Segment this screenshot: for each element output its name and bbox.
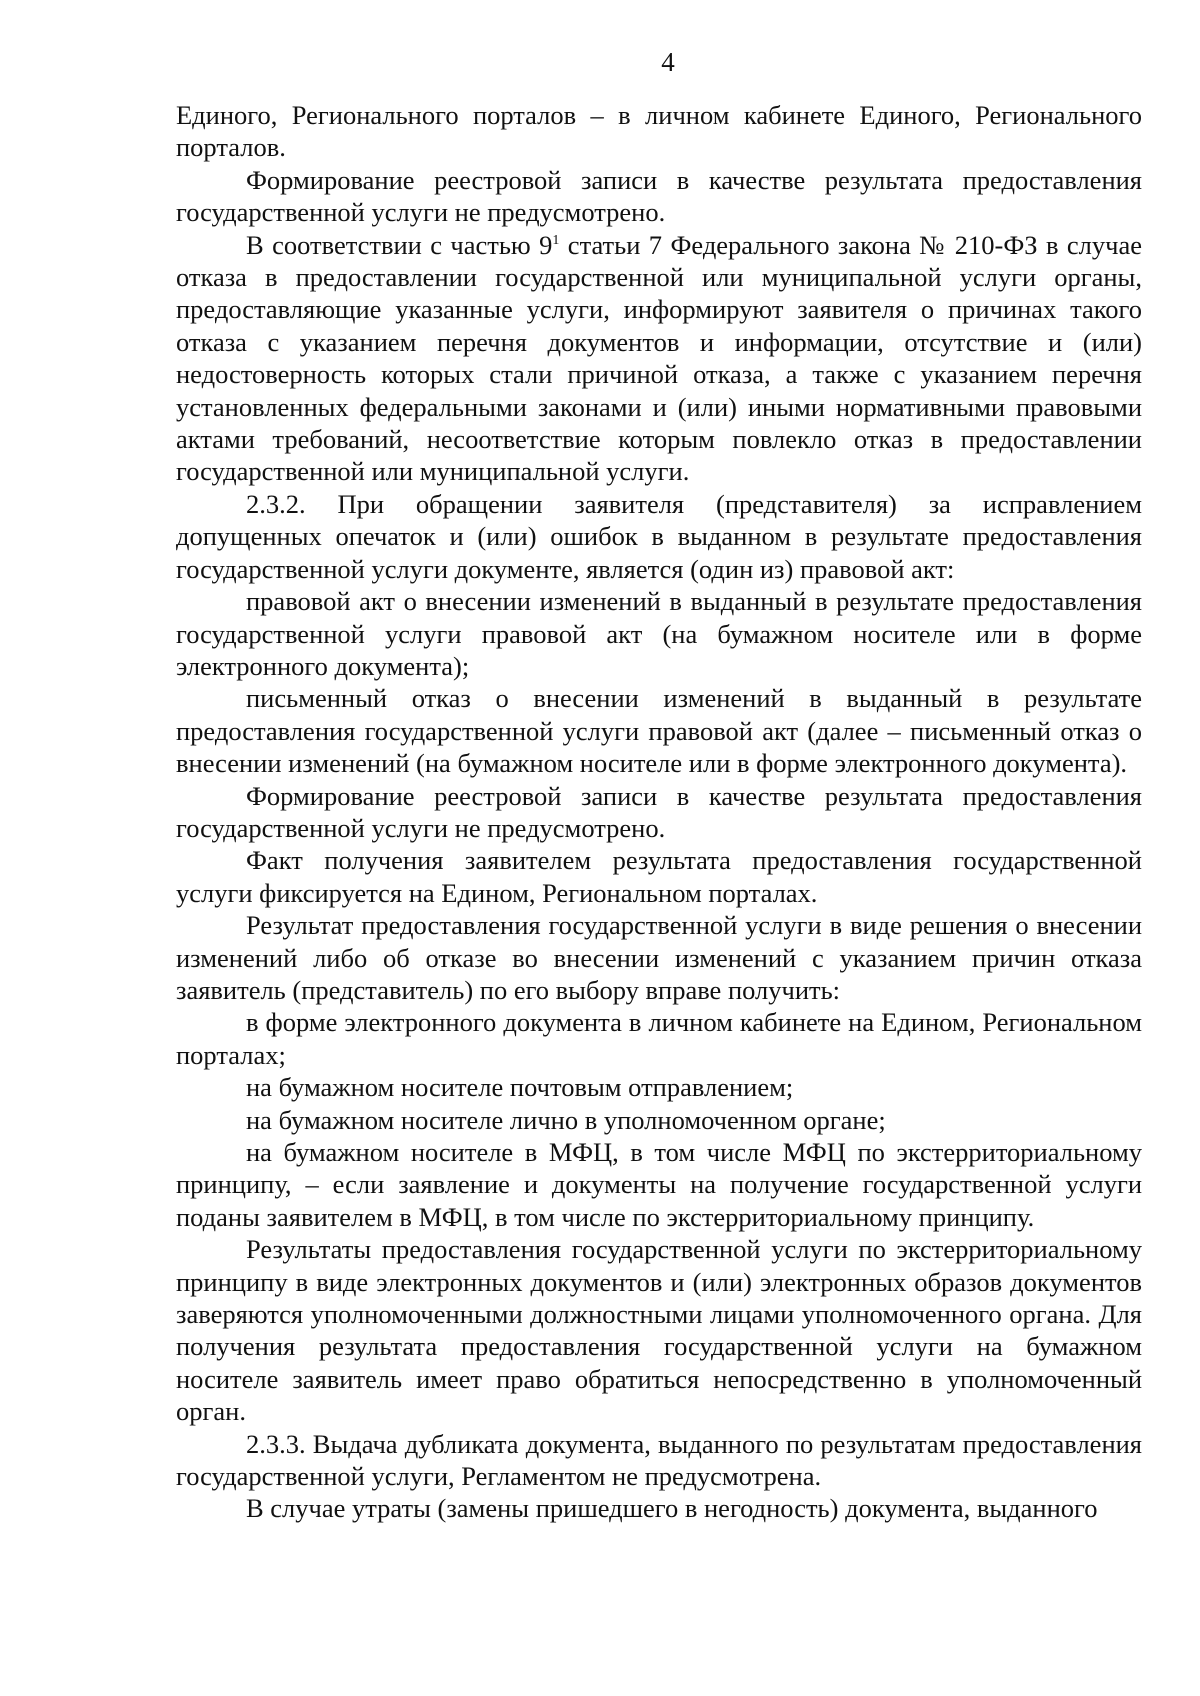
paragraph: Единого, Регионального порталов – в личном кабинете Единого, Регионального порталов. (176, 100, 1142, 163)
page-number: 4 (661, 47, 675, 77)
paragraph: в форме электронного документа в личном кабинете на Едином, Региональном порталах; (176, 1007, 1142, 1070)
paragraph: 2.3.2. При обращении заявителя (представителя) за исправлением допущенных опечаток и (или) ошибок в выданном в результате предоставления государственной услуги документе, является (один из) правовой акт: (176, 488, 1142, 584)
paragraph (176, 229, 1142, 488)
paragraph: В случае утраты (замены пришедшего в негодность) документа, выданного (246, 1493, 1098, 1524)
paragraph: на бумажном носителе в МФЦ, в том числе МФЦ по экстерриториальному принципу, – если заявление и документы на получение государственной услуги поданы заявителем в МФЦ, в том числе по экстерриториальному принципу. (176, 1137, 1142, 1232)
paragraph: Результат предоставления государственной услуги в виде решения о внесении изменений либо об отказе во внесении изменений с указанием причин отказа заявитель (представитель) по его выбору вправе получить: (176, 910, 1142, 1005)
paragraph: 2.3.3. Выдача дубликата документа, выданного по результатам предоставления государственной услуги, Регламентом не предусмотрена. (176, 1428, 1142, 1492)
paragraph-text: В соответствии с частью 9 (246, 229, 553, 260)
paragraph: на бумажном носителе почтовым отправлением; (246, 1072, 794, 1103)
paragraph: Факт получения заявителем результата предоставления государственной услуги фиксируется на Едином, Региональном порталах. (176, 845, 1142, 908)
superscript: 1 (552, 232, 560, 248)
paragraph-text: статьи 7 Федерального закона № 210-ФЗ в случае отказа в предоставлении государственной или муниципальной услуги органы, предоставляющие указанные услуги, информируют заявителя о причинах такого отказа с указанием перечня документов и информации, отсутствие и (или) недостоверность которых стали причиной отказа, а также с указанием перечня установленных федеральными законами и (или) иными нормативными правовыми актами требований, несоответствие которым повлекло отказ в предоставлении государственной или муниципальной услуги. (176, 229, 1142, 487)
paragraph: на бумажном носителе лично в уполномоченном органе; (246, 1104, 886, 1135)
paragraph: правовой акт о внесении изменений в выданный в результате предоставления государственной услуги правовой акт (на бумажном носителе или в форме электронного документа); (176, 586, 1142, 681)
document-body (176, 99, 1142, 1525)
paragraph: письменный отказ о внесении изменений в выданный в результате предоставления государственной услуги правовой акт (далее – письменный отказ о внесении изменений (на бумажном носителе или в форме электронного документа). (176, 683, 1142, 779)
paragraph: Результаты предоставления государственной услуги по экстерриториальному принципу в виде электронных документов и (или) электронных образов документов заверяются уполномоченными должностными лицами уполномоченного органа. Для получения результата предоставления государственной услуги на бумажном носителе заявитель имеет право обратиться непосредственно в уполномоченный орган. (176, 1234, 1142, 1427)
paragraph: Формирование реестровой записи в качестве результата предоставления государственной услуги не предусмотрено. (176, 780, 1142, 843)
paragraph: Формирование реестровой записи в качестве результата предоставления государственной услуги не предусмотрено. (176, 164, 1142, 228)
